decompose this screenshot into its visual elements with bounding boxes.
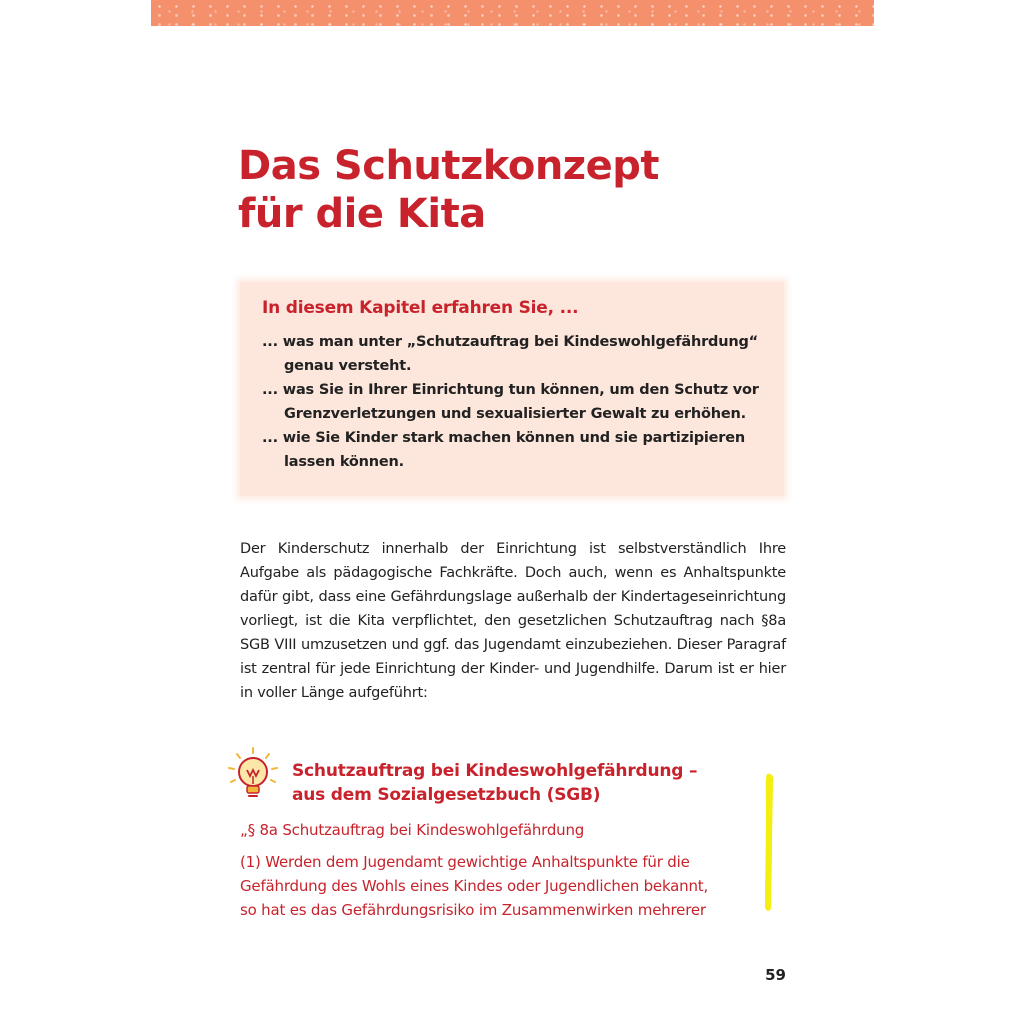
lightbulb-icon xyxy=(226,746,280,804)
law-text-line: Gefährdung des Wohls eines Kindes oder Jugendlichen bekannt, xyxy=(240,877,709,895)
page-title xyxy=(238,142,659,238)
section-heading-line-1: Schutzauftrag bei Kindeswohlgefährdung – xyxy=(292,761,698,781)
list-item: ... wie Sie Kinder stark machen können und sie partizipieren lassen können. xyxy=(262,430,746,470)
chapter-overview-box xyxy=(240,282,784,496)
law-text-line: (1) Werden dem Jugendamt gewichtige Anhaltspunkte für die xyxy=(240,853,690,871)
page-title-line-1: Das Schutzkonzept xyxy=(238,143,659,189)
section-heading-line-2: aus dem Sozialgesetzbuch (SGB) xyxy=(292,785,601,805)
page-number: 59 xyxy=(765,966,786,984)
body-paragraph: Der Kinderschutz innerhalb der Einrichtung ist selbstverständlich Ihre Aufgabe als pädagogische Fachkräfte. Doch auch, wenn es Anhaltspunkte dafür gibt, dass eine Gefährdungslage außerhalb der Kindertageseinrichtung vorliegt, ist die Kita verpflichtet, den gesetzlichen Schutzauftrag nach §8a SGB VIII umzusetzen und ggf. das Jugendamt einzubeziehen. Dieser Paragraf ist zentral für jede Einrichtung der Kinder- und Jugendhilfe. Darum ist er hier in voller Länge aufgeführt: xyxy=(240,541,786,701)
list-item: ... was Sie in Ihrer Einrichtung tun können, um den Schutz vor Grenzverletzungen und sexualisierter Gewalt zu erhöhen. xyxy=(262,382,759,422)
decorative-top-band xyxy=(151,0,874,26)
chapter-overview-heading: In diesem Kapitel erfahren Sie, ... xyxy=(262,298,579,318)
law-text-line: so hat es das Gefährdungsrisiko im Zusammenwirken mehrerer xyxy=(240,901,706,919)
chapter-overview-list xyxy=(262,330,762,474)
section-heading xyxy=(292,759,732,807)
law-paragraph-text xyxy=(240,850,760,922)
law-paragraph-title: „§ 8a Schutzauftrag bei Kindeswohlgefährdung xyxy=(240,821,585,839)
list-item: ... was man unter „Schutzauftrag bei Kindeswohlgefährdung“ genau versteht. xyxy=(262,334,758,374)
page-title-line-2: für die Kita xyxy=(238,191,486,237)
highlighter-mark xyxy=(760,770,780,914)
